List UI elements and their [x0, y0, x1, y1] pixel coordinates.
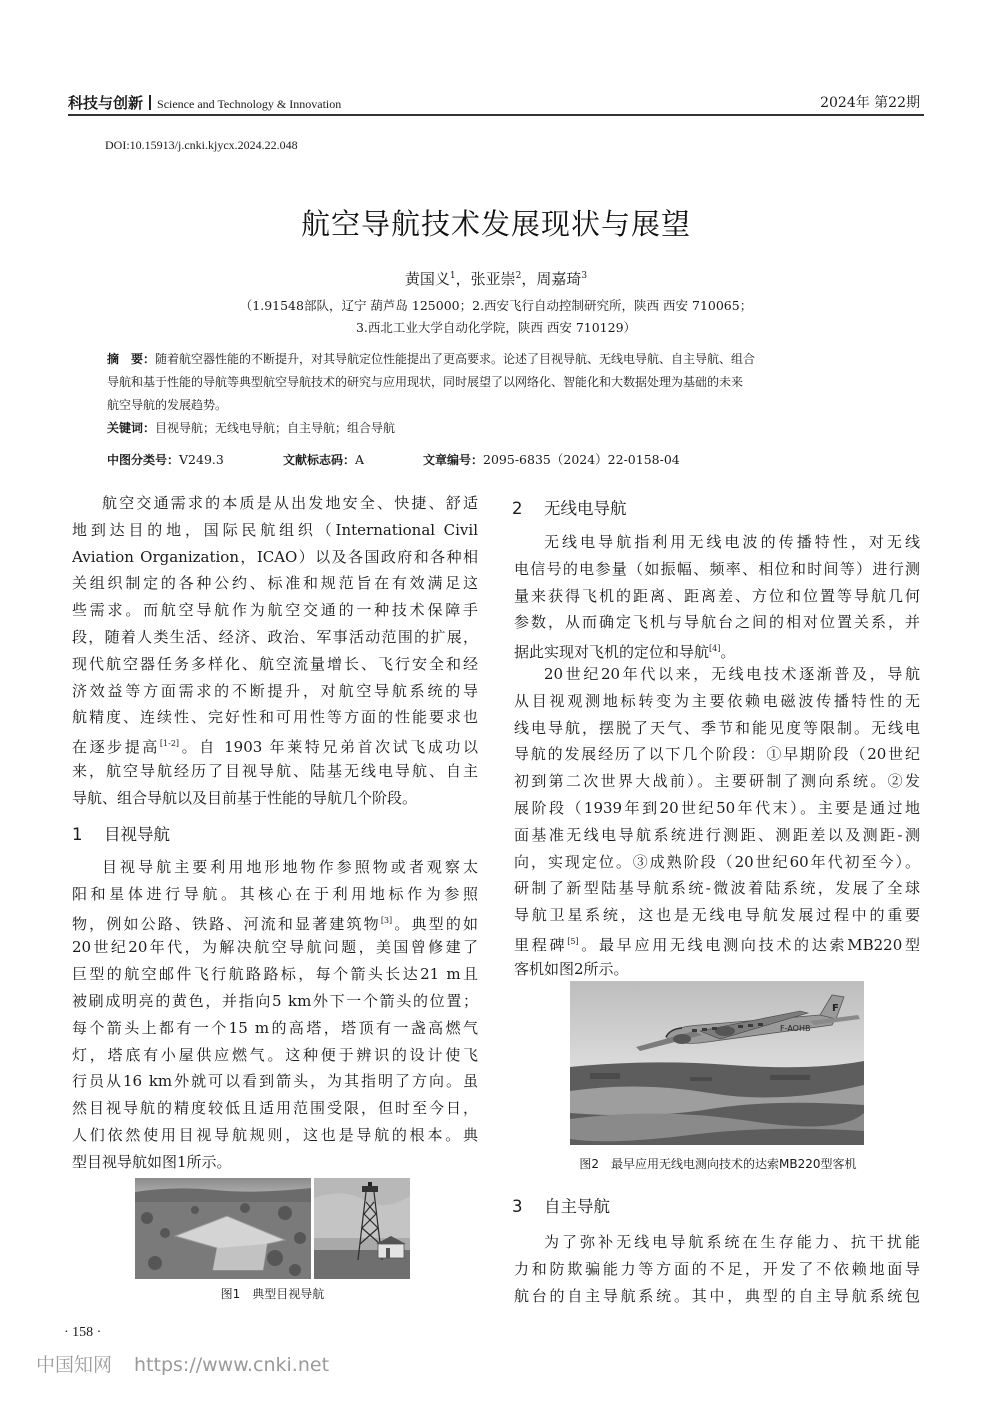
section-number: 1 — [72, 825, 83, 844]
text-line: 灯，塔底有小屋供应燃气。这种便于辨识的设计使飞 — [72, 1045, 478, 1064]
section-heading-2 — [512, 495, 627, 519]
text-line: 航空交通需求的本质是从出发地安全、快捷、舒适 — [102, 494, 478, 512]
section-2-paragraph-1 — [514, 529, 920, 663]
text-line: 然目视导航的精度较低且适用范围受限，但时至今日， — [72, 1099, 478, 1118]
journal-name-en: Science and Technology & Innovation — [157, 97, 342, 111]
section-2-paragraph-2 — [514, 661, 920, 983]
text-line: 地到达目的地，国际民航组织（International Civil — [72, 520, 478, 539]
keywords-label: 关键词： — [107, 421, 156, 435]
text-line: 力和防欺骗能力等方面的不足，开发了不依赖地面导 — [514, 1259, 920, 1278]
abstract-label: 摘 要： — [107, 352, 156, 366]
author-list: 黄国义$^1$，张亚崇$^2$，周嘉琦$^3$ — [404, 270, 588, 288]
doc-code-value: A — [355, 452, 365, 467]
aircraft-registration: F-AOHB — [780, 1024, 811, 1033]
text-line: 电信号的电参量（如振幅、频率、相位和时间等）进行测 — [514, 559, 920, 578]
doi: DOI:10.15913/j.cnki.kjycx.2024.22.048 — [105, 138, 298, 152]
text-line: 里程碑[5]。最早应用无线电测向技术的达索MB220型 — [514, 935, 920, 954]
article-number-value: 2095-6835（2024）22-0158-04 — [483, 452, 680, 467]
author-name: 张亚崇 — [470, 270, 516, 288]
text-line: 目视导航主要利用地形地物作参照物或者观察太 — [102, 858, 478, 876]
section-heading-1 — [72, 821, 170, 845]
aircraft-tail-letter: F — [832, 1003, 839, 1014]
figure-2-caption: 图2 最早应用无线电测向技术的达索MB220型客机 — [579, 1157, 857, 1171]
cnki-watermark — [36, 1350, 329, 1377]
text-line: 些需求。而航空导航作为航空交通的一种技术保障手 — [72, 601, 478, 620]
header-rule — [68, 114, 924, 116]
text-line: 航精度、连续性、完好性和可用性等方面的性能要求也 — [72, 708, 478, 727]
author-affil-mark: 1 — [449, 271, 456, 281]
text-line: 在逐步提高[1-2]。自 1903 年莱特兄弟首次试飞成功以 — [72, 738, 478, 757]
doc-code-label: 文献标志码： — [283, 453, 356, 467]
text-line: 线电导航，摆脱了天气、季节和能见度等限制。无线电 — [514, 718, 920, 737]
page-number: · 158 · — [64, 1325, 102, 1340]
header-separator — [149, 95, 151, 110]
section-1-paragraph — [72, 854, 478, 1176]
abstract — [107, 348, 895, 440]
text-line: 参数，从而确定飞机与导航台之间的相对位置关系，并 — [514, 613, 920, 632]
journal-name-cn: 科技与创新 — [68, 94, 144, 112]
beacon-tower-photo — [314, 1178, 410, 1279]
clc-value: V249.3 — [179, 452, 224, 467]
intro-paragraph — [72, 490, 478, 812]
watermark-cn: 中国知网 — [36, 1354, 113, 1376]
text-line: 导航卫星系统，这也是无线电导航发展过程中的重要 — [514, 906, 920, 925]
text-line: 现代航空器任务多样化、航空流量增长、飞行安全和经 — [72, 654, 478, 673]
journal-header — [68, 92, 341, 113]
figure-1-tower-photo — [314, 1178, 410, 1279]
abstract-line: 随着航空器性能的不断提升，对其导航定位性能提出了更高要求。论述了目视导航、无线电导航、自主导航、组合 — [155, 352, 756, 366]
keywords-text: 目视导航；无线电导航；自主导航；组合导航 — [155, 421, 396, 435]
text-line: 关组织制定的各种公约、标准和规范旨在有效满足这 — [72, 574, 478, 593]
paper-title: 航空导航技术发展现状与展望 — [300, 207, 691, 241]
text-line: 无线电导航指利用无线电波的传播特性，对无线 — [544, 533, 920, 551]
figure-2-aircraft-photo — [570, 981, 864, 1145]
text-line: 来，航空导航经历了目视导航、陆基无线电导航、自主 — [72, 761, 478, 780]
text-line: 据此实现对飞机的定位和导航[4]。 — [514, 643, 736, 662]
keywords — [107, 417, 895, 440]
figure-1-arrow-photo — [135, 1178, 311, 1279]
text-line: 型目视导航如图1所示。 — [72, 1152, 232, 1171]
text-line: Aviation Organization，ICAO）以及各国政府和各种相 — [72, 547, 478, 566]
section-number: 3 — [512, 1197, 523, 1216]
text-line: 物，例如公路、铁路、河流和显著建筑物[3]。典型的如 — [72, 914, 478, 933]
author-name: 周嘉琦 — [536, 270, 582, 288]
affiliation-line: 3.西北工业大学自动化学院，陕西 西安 710129） — [355, 320, 637, 335]
author-name: 黄国义 — [404, 270, 450, 288]
issue-label: 2024年 第22期 — [820, 95, 920, 111]
text-line: 量来获得飞机的距离、距离差、方位和位置等导航几何 — [514, 586, 920, 605]
author-affil-mark: 2 — [515, 271, 522, 281]
citation-marker: [1-2] — [159, 739, 180, 749]
clc-label: 中图分类号： — [107, 453, 180, 467]
text-line: 研制了新型陆基导航系统-微波着陆系统，发展了全球 — [514, 879, 920, 898]
section-title: 目视导航 — [104, 825, 170, 844]
text-line: 面基准无线电导航系统进行测距、测距差以及测距-测 — [514, 825, 920, 844]
text-line: 济效益等方面需求的不断提升，对航空导航系统的导 — [72, 681, 478, 700]
text-line: 行员从16 km外就可以看到箭头，为其指明了方向。虽 — [72, 1072, 478, 1091]
text-line: 从目视观测地标转变为主要依赖电磁波传播特性的无 — [514, 691, 920, 710]
citation-marker: [4] — [709, 644, 721, 654]
text-line: 20世纪20年代，为解决航空导航问题，美国曾修建了 — [72, 938, 478, 957]
text-line: 每个箭头上都有一个15 m的高塔，塔顶有一盏高燃气 — [72, 1018, 478, 1037]
text-line: 巨型的航空邮件飞行航路路标，每个箭头长达21 m且 — [72, 965, 478, 984]
article-number-label: 文章编号： — [423, 453, 484, 467]
section-title: 无线电导航 — [544, 499, 627, 518]
classification-row — [107, 450, 680, 468]
text-line: 被刷成明亮的黄色，并指向5 km外下一个箭头的位置； — [72, 991, 478, 1010]
affiliation-line: （1.91548部队，辽宁 葫芦岛 125000；2.西安飞行自动控制研究所，陕西 西安 710065； — [239, 298, 753, 313]
section-number: 2 — [512, 499, 523, 518]
text-line: 向，实现定位。③成熟阶段（20世纪60年代初至今）。 — [514, 852, 920, 871]
text-line: 人们依然使用目视导航规则，这也是导航的根本。典 — [72, 1125, 478, 1144]
text-line: 展阶段（1939年到20世纪50年代末）。主要是通过地 — [514, 798, 920, 817]
citation-marker: [5] — [567, 936, 579, 946]
section-3-paragraph — [514, 1229, 920, 1309]
section-heading-3 — [512, 1193, 610, 1217]
arrow-landmark-photo — [135, 1178, 311, 1279]
figure-1-caption: 图1 典型目视导航 — [220, 1287, 325, 1301]
text-line: 阳和星体进行导航。其核心在于利用地标作为参照 — [72, 884, 478, 903]
abstract-line: 导航和基于性能的导航等典型航空导航技术的研究与应用现状，同时展望了以网络化、智能化和大数据处理为基础的未来 — [107, 375, 744, 389]
author-affil-mark: 3 — [581, 271, 588, 281]
watermark-url[interactable]: https://www.cnki.net — [134, 1354, 330, 1376]
text-line: 导航的发展经历了以下几个阶段：①早期阶段（20世纪 — [514, 745, 920, 764]
text-line: 客机如图2所示。 — [514, 959, 629, 978]
text-line: 初到第二次世界大战前）。主要研制了测向系统。②发 — [514, 772, 920, 791]
abstract-line: 航空导航的发展趋势。 — [107, 398, 228, 412]
mb220-aircraft-photo — [570, 981, 864, 1145]
text-line: 段，随着人类生活、经济、政治、军事活动范围的扩展， — [72, 627, 478, 646]
citation-marker: [3] — [380, 915, 393, 925]
text-line: 20世纪20年代以来，无线电技术逐渐普及，导航 — [544, 665, 920, 683]
section-title: 自主导航 — [544, 1197, 610, 1216]
text-line: 导航、组合导航以及目前基于性能的导航几个阶段。 — [72, 788, 418, 807]
text-line: 为了弥补无线电导航系统在生存能力、抗干扰能 — [544, 1233, 920, 1251]
text-line: 航台的自主导航系统。其中，典型的自主导航系统包 — [514, 1286, 920, 1305]
